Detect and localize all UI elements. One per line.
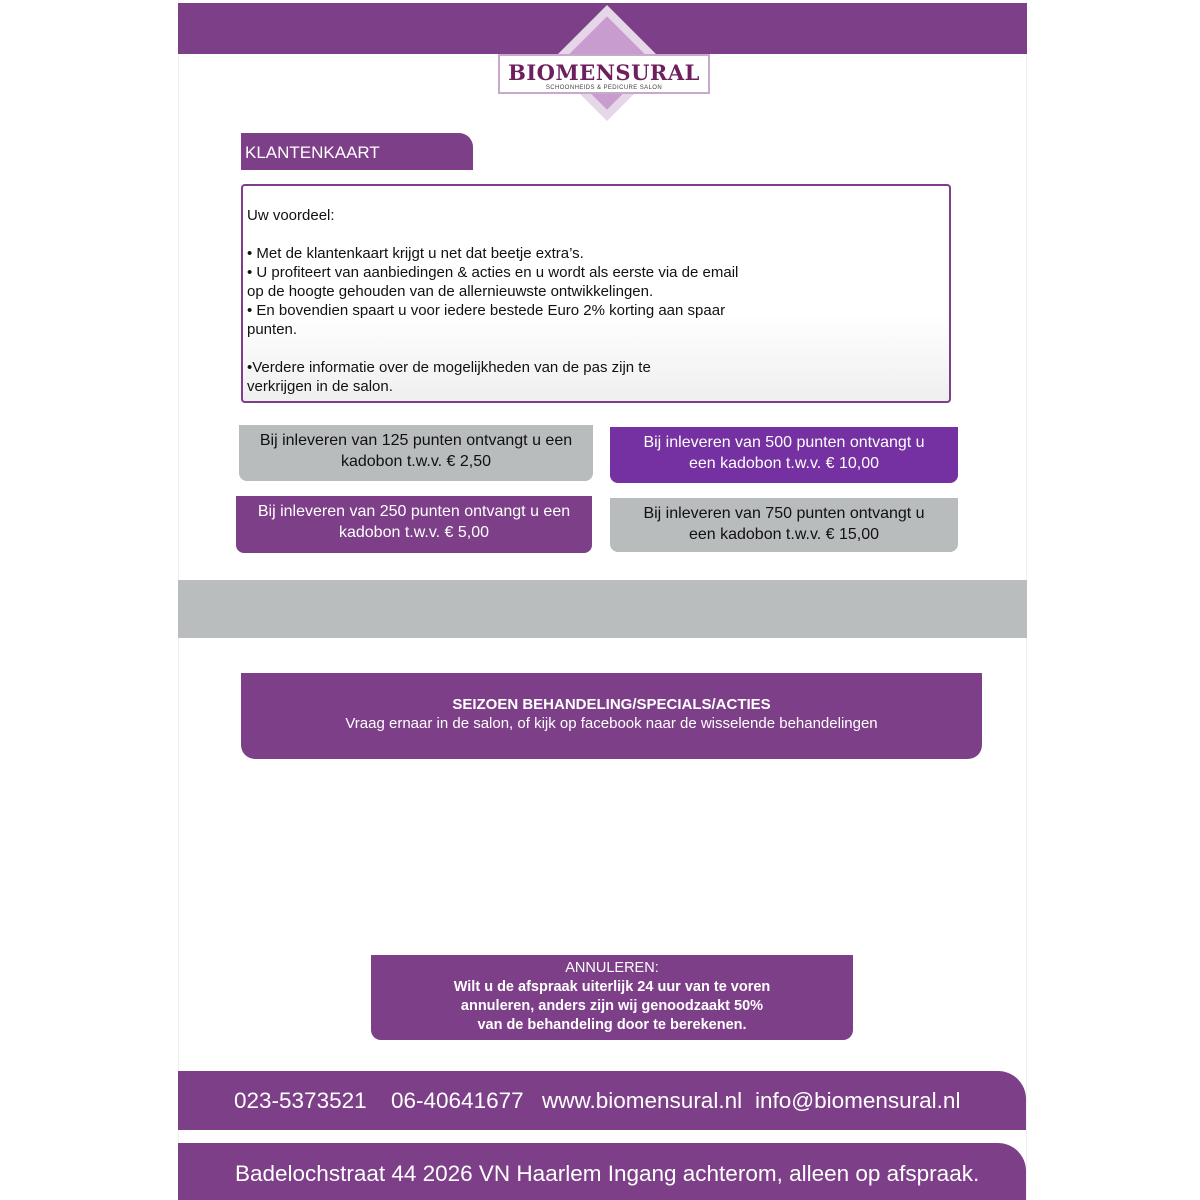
points-offer-line: Bij inleveren van 250 punten ontvangt u een bbox=[257, 503, 571, 520]
klantenkaart-info-box bbox=[241, 184, 951, 403]
season-text: Vraag ernaar in de salon, of kijk op facebook naar de wisselende behandelingen bbox=[345, 715, 878, 732]
points-offer-line: kadobon t.w.v. € 2,50 bbox=[340, 452, 492, 470]
points-offer-line: Bij inleveren van 500 punten ontvangt u bbox=[643, 434, 925, 451]
cancellation-box bbox=[371, 955, 853, 1040]
points-offer-125 bbox=[239, 425, 593, 481]
points-offer-line: een kadobon t.w.v. € 10,00 bbox=[688, 454, 880, 472]
points-offer-line: Bij inleveren van 750 punten ontvangt u bbox=[643, 505, 925, 522]
contact-bar bbox=[178, 1071, 1026, 1130]
email-link[interactable]: info@biomensural.nl bbox=[755, 1088, 961, 1113]
logo-wordmark bbox=[498, 54, 710, 94]
address-bar: Badelochstraat 44 2026 VN Haarlem Ingang achterom, alleen op afspraak. bbox=[178, 1143, 1026, 1200]
phone-mobile[interactable]: 06-40641677 bbox=[391, 1088, 524, 1113]
cancellation-title: ANNULEREN: bbox=[565, 960, 659, 976]
gray-divider-band bbox=[178, 580, 1027, 638]
website-link[interactable]: www.biomensural.nl bbox=[542, 1088, 743, 1113]
klantenkaart-body: Uw voordeel: • Met de klantenkaart krijgt u net dat beetje extra’s. • U profiteert van aanbiedingen & acties en u wordt als eerste via de email op de hoogte gehouden van de allernieuwste ontwikkelingen. • En bovendien spaart u voor iedere bestede Euro 2% korting aan spaar punten. •Verdere informatie over de mogelijkheden van de pas zijn te verkrijgen in de salon. bbox=[247, 207, 739, 395]
season-title: SEIZOEN BEHANDELING/SPECIALS/ACTIES bbox=[452, 696, 771, 713]
points-offer-line: een kadobon t.w.v. € 15,00 bbox=[688, 525, 880, 543]
points-offer-750 bbox=[610, 498, 958, 552]
brand-name: BIOMENSURAL bbox=[508, 60, 700, 85]
cancellation-body: Wilt u de afspraak uiterlijk 24 uur van te voren annuleren, anders zijn wij genoodzaakt 50% van de behandeling door te berekenen. bbox=[453, 979, 771, 1033]
brand-tagline: SCHOONHEIDS & PEDICURE SALON bbox=[545, 85, 663, 91]
points-offer-line: kadobon t.w.v. € 5,00 bbox=[338, 523, 490, 541]
season-specials-box bbox=[241, 673, 982, 759]
phone-landline[interactable]: 023-5373521 bbox=[234, 1088, 367, 1113]
klantenkaart-heading: KLANTENKAART bbox=[241, 133, 473, 170]
points-offer-line: Bij inleveren van 125 punten ontvangt u een bbox=[259, 432, 573, 449]
points-offer-250 bbox=[236, 496, 592, 553]
points-offer-500 bbox=[610, 427, 958, 483]
